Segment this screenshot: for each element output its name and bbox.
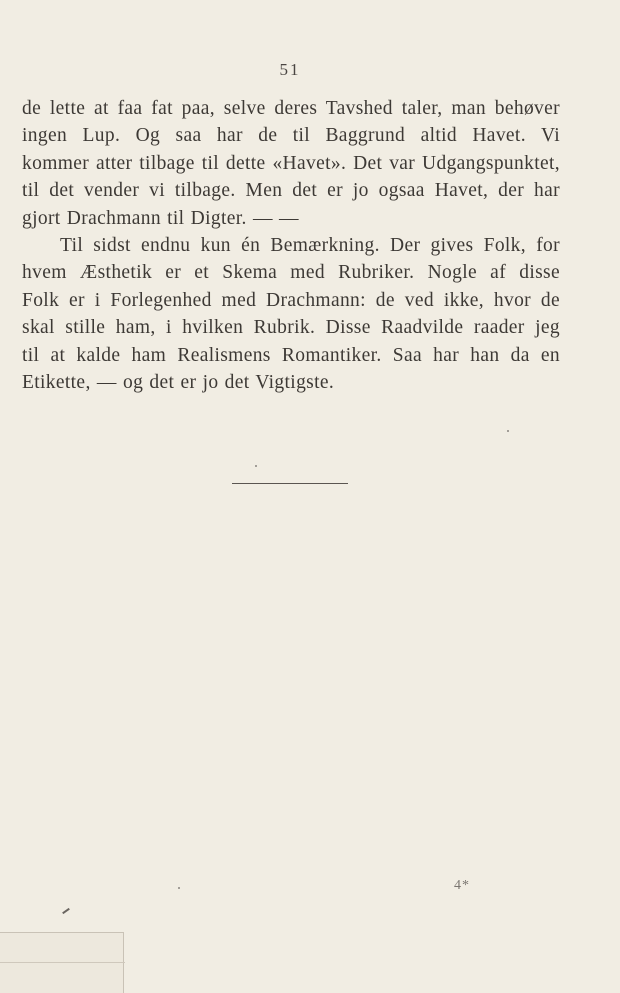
text-line: til at kalde ham Realismens Romantiker. Saa har han da en: [22, 344, 560, 366]
signature-mark: 4*: [454, 878, 470, 893]
text-line: gjort Drachmann til Digter. — —: [22, 207, 299, 229]
paragraph-2: [22, 232, 560, 396]
ink-speck: [507, 430, 509, 432]
text-line: til det vender vi tilbage. Men det er jo ogsaa Havet, der har: [22, 180, 560, 202]
text-line: de lette at faa fat paa, selve deres Tavshed taler, man behøver: [22, 98, 560, 119]
section-divider: [232, 483, 348, 484]
text-line: ingen Lup. Og saa har de til Baggrund altid Havet. Vi: [22, 125, 560, 147]
text-line: Til sidst endnu kun én Bemærkning. Der gives Folk, for: [60, 235, 560, 257]
body-text: [22, 95, 560, 396]
text-line: Etikette, — og det er jo det Vigtigste.: [22, 372, 335, 394]
pencil-mark: [62, 908, 70, 914]
page-number: 51: [279, 60, 301, 79]
ink-speck: [255, 465, 257, 467]
text-line: kommer atter tilbage til dette «Havet». Det var Udgangspunktet,: [22, 152, 560, 174]
corner-rule: [0, 962, 125, 963]
text-line: hvem Æsthetik er et Skema med Rubriker. Nogle af disse: [22, 262, 560, 284]
text-line: Folk er i Forlegenhed med Drachmann: de ved ikke, hvor de: [22, 289, 560, 311]
paragraph-1: [22, 95, 560, 232]
ink-speck: [178, 887, 180, 889]
text-line: skal stille ham, i hvilken Rubrik. Disse Raadvilde raader jeg: [22, 317, 560, 339]
